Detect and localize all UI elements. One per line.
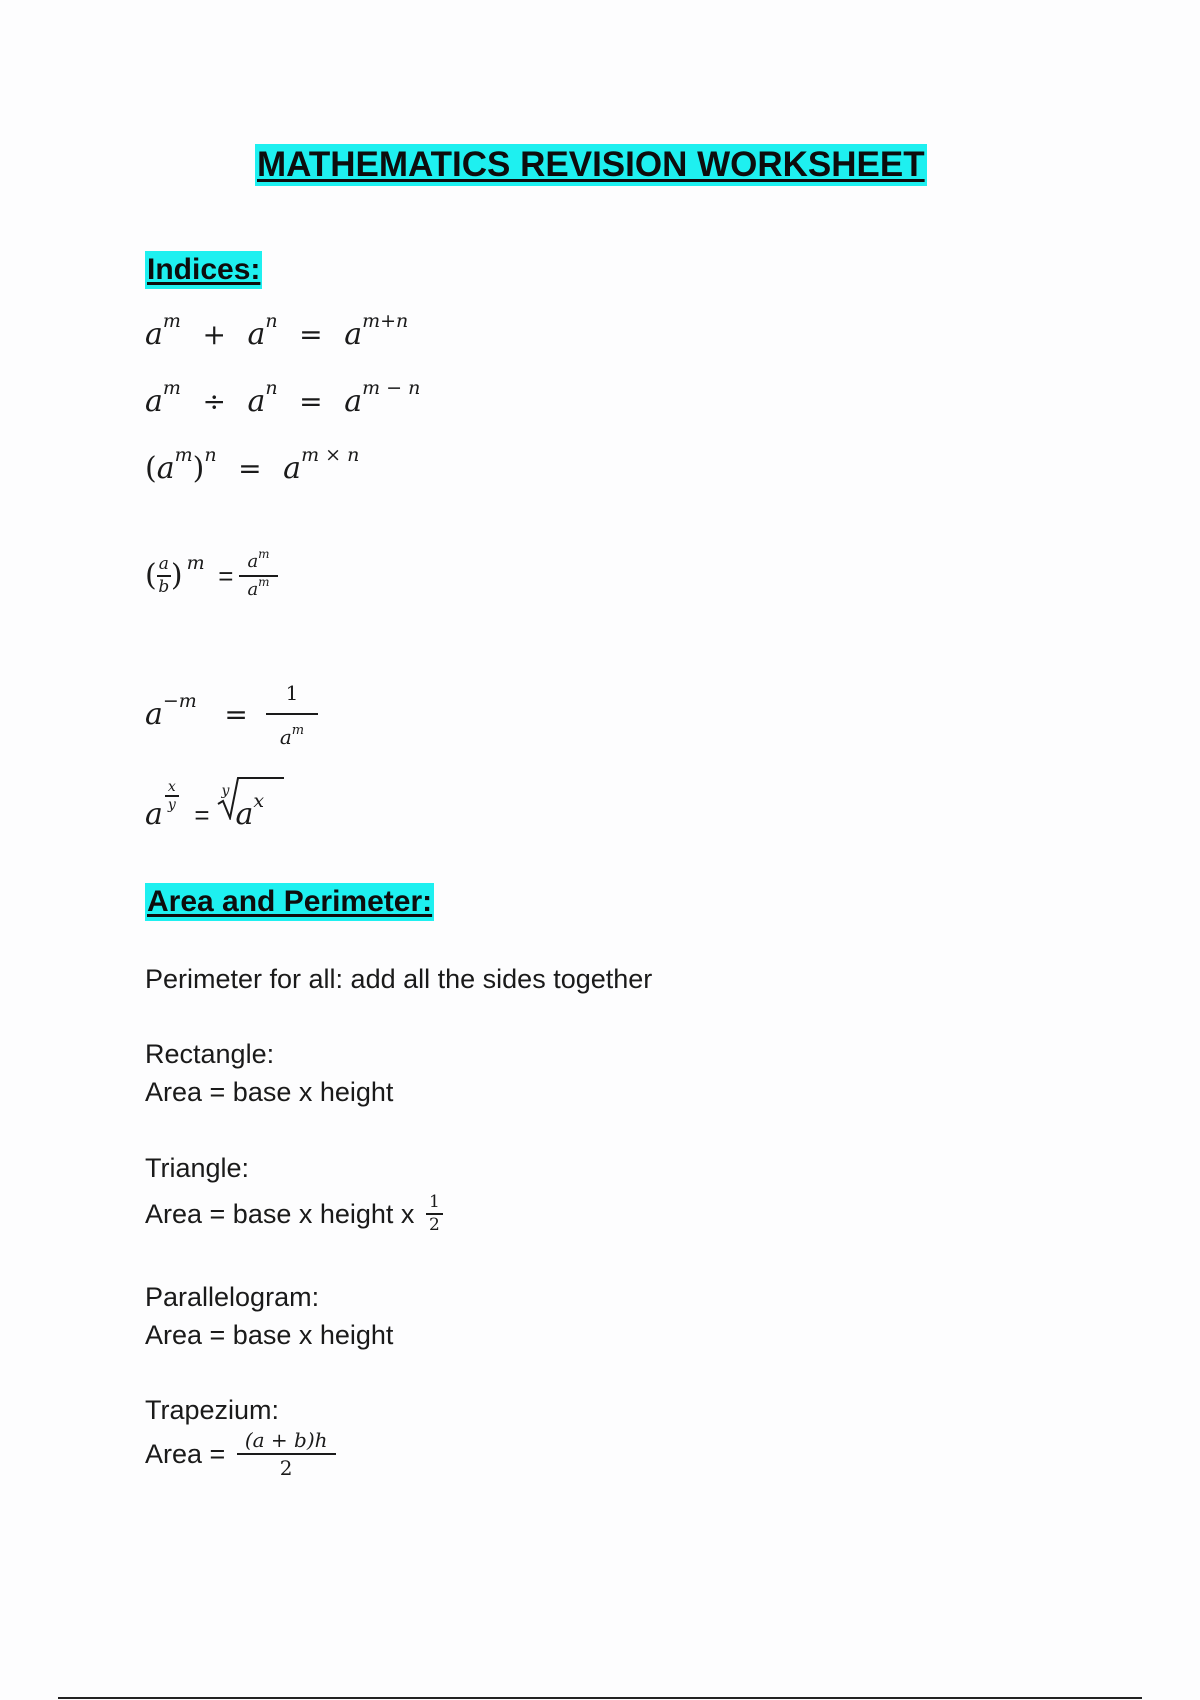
radical-sign-icon xyxy=(216,776,286,820)
trapezium-label: Trapezium: xyxy=(145,1395,280,1425)
index-rule-negative: $a^{-m}$ = $\frac{1}{a^m}$ xyxy=(145,683,318,747)
parallelogram-formula: Area = base x height xyxy=(145,1320,394,1350)
index-rule-fraction-power: ( $\frac{a}{b}$ ) $^m$ = $\frac{a^m}{a^m}$ xyxy=(145,553,278,599)
index-rule-fractional-exponent: a $\frac{x}{y}$ = y $a^x$ xyxy=(145,800,264,832)
perimeter-note: Perimeter for all: add all the sides together xyxy=(145,964,653,994)
root-index: y xyxy=(221,783,230,799)
index-rule-multiply: $a^m + a^n = a^{m+n}$ xyxy=(145,310,409,352)
page-title: MATHEMATICS REVISION WORKSHEET xyxy=(257,145,925,184)
area-perimeter-heading: Area and Perimeter: xyxy=(145,883,434,921)
page-bottom-divider xyxy=(58,1697,1142,1699)
indices-heading: Indices: xyxy=(145,251,262,289)
index-rule-power: $(a^m)^n = a^{m \times n}$ xyxy=(145,444,360,486)
trapezium-formula: Area = $\frac{(a + b)h}{2}$ xyxy=(145,1430,336,1478)
index-rule-divide: $a^m \div a^n = a^{m - n}$ xyxy=(145,377,421,419)
parallelogram-label: Parallelogram: xyxy=(145,1282,320,1312)
rectangle-formula: Area = base x height xyxy=(145,1077,394,1107)
rectangle-label: Rectangle: xyxy=(145,1039,275,1069)
triangle-formula: Area = base x height x $\frac{1}{2}$ xyxy=(145,1194,443,1234)
triangle-label: Triangle: xyxy=(145,1153,250,1183)
